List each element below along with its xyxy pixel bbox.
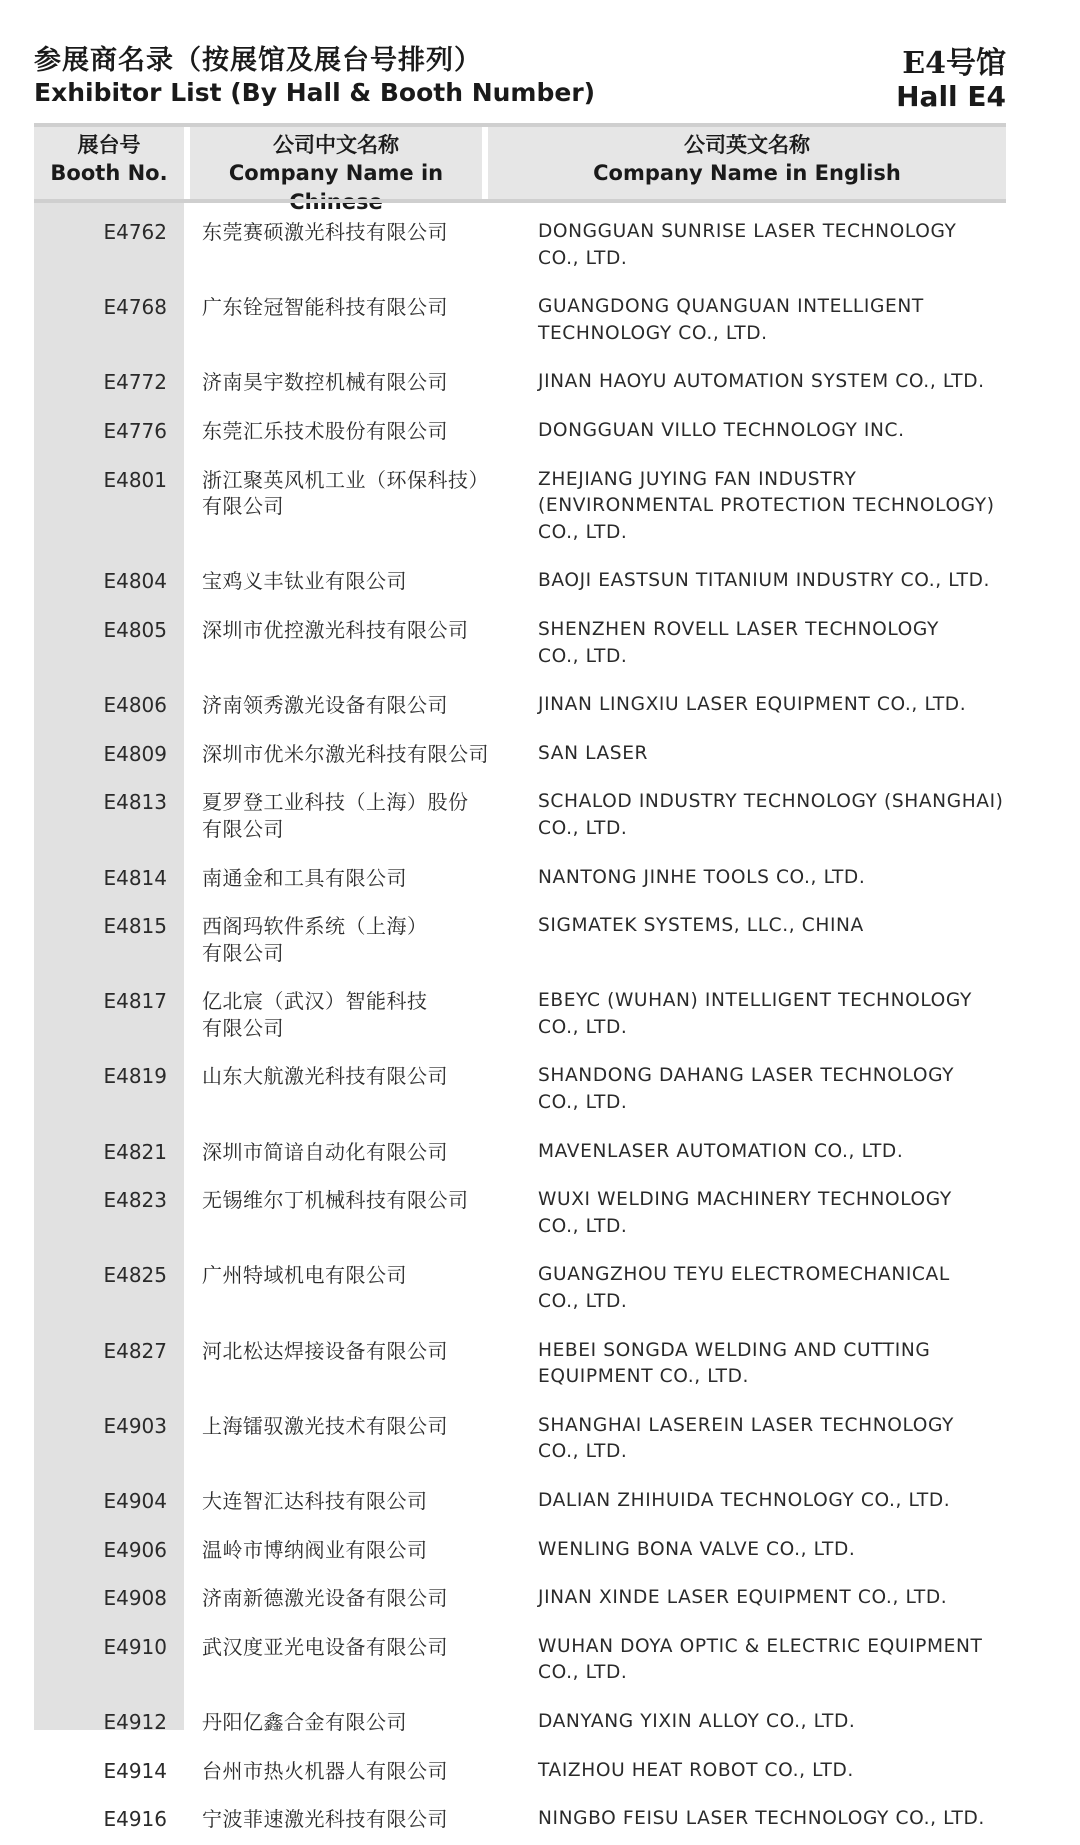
table-row bbox=[34, 1527, 1006, 1576]
company-name-english: JINAN XINDE LASER EQUIPMENT CO., LTD. bbox=[538, 1587, 948, 1609]
table-row bbox=[34, 558, 1006, 607]
page-title-english: Exhibitor List (By Hall & Booth Number) bbox=[34, 78, 596, 107]
company-name-english: MAVENLASER AUTOMATION CO., LTD. bbox=[538, 1140, 904, 1162]
table-row bbox=[34, 1252, 1006, 1327]
company-name-chinese: 济南昊宇数控机械有限公司 bbox=[202, 370, 448, 395]
table-row bbox=[34, 682, 1006, 731]
company-name-chinese: 济南新德激光设备有限公司 bbox=[202, 1586, 448, 1611]
table-body bbox=[34, 209, 1006, 1845]
company-name-english: DANYANG YIXIN ALLOY CO., LTD. bbox=[538, 1710, 856, 1732]
table-row bbox=[34, 457, 1006, 559]
page-header bbox=[34, 36, 1006, 116]
company-name-english: SAN LASER bbox=[538, 742, 649, 764]
booth-number: E4906 bbox=[103, 1537, 167, 1562]
company-name-english: TAIZHOU HEAT ROBOT CO., LTD. bbox=[538, 1759, 854, 1781]
table-row bbox=[34, 855, 1006, 904]
company-name-chinese: 深圳市简谙自动化有限公司 bbox=[202, 1139, 448, 1164]
company-name-chinese: 浙江聚英风机工业（环保科技） 有限公司 bbox=[202, 467, 489, 519]
company-name-english: NANTONG JINHE TOOLS CO., LTD. bbox=[538, 866, 866, 888]
company-name-english: SHENZHEN ROVELL LASER TECHNOLOGY CO., LTD. bbox=[538, 618, 939, 667]
column-header-label-cn: 公司中文名称 bbox=[273, 132, 399, 157]
company-name-chinese: 深圳市优控激光科技有限公司 bbox=[202, 617, 469, 642]
company-name-english: WENLING BONA VALVE CO., LTD. bbox=[538, 1538, 856, 1560]
booth-number: E4772 bbox=[103, 370, 167, 395]
company-name-english: NINGBO FEISU LASER TECHNOLOGY CO., LTD. bbox=[538, 1808, 985, 1830]
booth-number: E4916 bbox=[103, 1807, 167, 1832]
company-name-chinese: 武汉度亚光电设备有限公司 bbox=[202, 1634, 448, 1659]
company-name-chinese: 台州市热火机器人有限公司 bbox=[202, 1758, 448, 1783]
company-name-english: EBEYC (WUHAN) INTELLIGENT TECHNOLOGY CO., LTD. bbox=[538, 990, 972, 1038]
table-row bbox=[34, 1796, 1006, 1845]
company-name-chinese: 广东铨冠智能科技有限公司 bbox=[202, 295, 448, 320]
company-name-chinese: 亿北宸（武汉）智能科技 有限公司 bbox=[202, 989, 428, 1040]
hall-label-english: Hall E4 bbox=[896, 80, 1006, 113]
company-name-english: SHANGHAI LASEREIN LASER TECHNOLOGY CO., LTD. bbox=[538, 1414, 955, 1463]
company-name-chinese: 夏罗登工业科技（上海）股份 有限公司 bbox=[202, 790, 469, 841]
company-name-english: BAOJI EASTSUN TITANIUM INDUSTRY CO., LTD. bbox=[538, 570, 991, 592]
booth-number: E4827 bbox=[103, 1338, 167, 1363]
company-name-chinese: 西阁玛软件系统（上海） 有限公司 bbox=[202, 914, 428, 965]
booth-number: E4819 bbox=[103, 1064, 167, 1089]
company-name-english: SCHALOD INDUSTRY TECHNOLOGY (SHANGHAI) CO., LTD. bbox=[538, 791, 1004, 839]
table-row bbox=[34, 1177, 1006, 1252]
company-name-chinese: 上海镭驭激光技术有限公司 bbox=[202, 1413, 448, 1438]
company-name-english: GUANGZHOU TEYU ELECTROMECHANICAL CO., LTD. bbox=[538, 1264, 950, 1313]
company-name-english: WUHAN DOYA OPTIC & ELECTRIC EQUIPMENT CO., LTD. bbox=[538, 1635, 983, 1684]
table-row bbox=[34, 779, 1006, 854]
booth-number: E4801 bbox=[103, 467, 167, 492]
company-name-english: HEBEI SONGDA WELDING AND CUTTING EQUIPMENT CO., LTD. bbox=[538, 1339, 931, 1388]
booth-number: E4912 bbox=[103, 1709, 167, 1734]
column-header-label-en: Booth No. bbox=[50, 161, 168, 186]
company-name-chinese: 温岭市博纳阀业有限公司 bbox=[202, 1537, 428, 1562]
booth-number: E4903 bbox=[103, 1413, 167, 1438]
booth-number: E4910 bbox=[103, 1634, 167, 1659]
company-name-english: JINAN HAOYU AUTOMATION SYSTEM CO., LTD. bbox=[538, 371, 985, 393]
table-row bbox=[34, 1129, 1006, 1178]
column-header-label-en: Company Name in English bbox=[593, 161, 901, 186]
booth-number: E4821 bbox=[103, 1139, 167, 1164]
booth-number: E4768 bbox=[103, 295, 167, 320]
company-name-chinese: 大连智汇达科技有限公司 bbox=[202, 1489, 428, 1514]
column-header-english-name bbox=[488, 127, 1006, 199]
table-row bbox=[34, 408, 1006, 457]
company-name-chinese: 山东大航激光科技有限公司 bbox=[202, 1064, 448, 1089]
company-name-chinese: 东莞汇乐技术股份有限公司 bbox=[202, 418, 448, 443]
table-row bbox=[34, 1699, 1006, 1748]
company-name-english: ZHEJIANG JUYING FAN INDUSTRY (ENVIRONMENTAL PROTECTION TECHNOLOGY) CO., LTD. bbox=[538, 468, 995, 543]
company-name-chinese: 宁波菲速激光科技有限公司 bbox=[202, 1807, 448, 1832]
table-row bbox=[34, 903, 1006, 978]
table-row bbox=[34, 1478, 1006, 1527]
column-header-booth bbox=[34, 127, 184, 199]
table-row bbox=[34, 607, 1006, 682]
booth-number: E4813 bbox=[103, 790, 167, 815]
booth-number: E4908 bbox=[103, 1586, 167, 1611]
company-name-english: DALIAN ZHIHUIDA TECHNOLOGY CO., LTD. bbox=[538, 1490, 951, 1512]
company-name-english: DONGGUAN VILLO TECHNOLOGY INC. bbox=[538, 419, 905, 441]
booth-number: E4825 bbox=[103, 1263, 167, 1288]
table-row bbox=[34, 978, 1006, 1053]
column-header-chinese-name bbox=[190, 127, 482, 199]
booth-number: E4904 bbox=[103, 1489, 167, 1514]
booth-number: E4806 bbox=[103, 693, 167, 718]
company-name-chinese: 东莞赛硕激光科技有限公司 bbox=[202, 220, 448, 244]
company-name-english: DONGGUAN SUNRISE LASER TECHNOLOGY CO., LTD. bbox=[538, 221, 957, 269]
page-title-chinese: 参展商名录（按展馆及展台号排列） bbox=[34, 45, 482, 76]
company-name-chinese: 济南领秀激光设备有限公司 bbox=[202, 693, 448, 718]
table-row bbox=[34, 1624, 1006, 1699]
table-row bbox=[34, 731, 1006, 780]
company-name-chinese: 南通金和工具有限公司 bbox=[202, 865, 407, 890]
table-row bbox=[34, 1748, 1006, 1797]
booth-number: E4804 bbox=[103, 569, 167, 594]
company-name-english: WUXI WELDING MACHINERY TECHNOLOGY CO., LTD. bbox=[538, 1189, 952, 1237]
booth-number: E4823 bbox=[103, 1188, 167, 1213]
company-name-chinese: 深圳市优米尔激光科技有限公司 bbox=[202, 741, 489, 766]
exhibitor-table bbox=[34, 123, 1006, 1832]
company-name-chinese: 无锡维尔丁机械科技有限公司 bbox=[202, 1188, 469, 1213]
company-name-english: JINAN LINGXIU LASER EQUIPMENT CO., LTD. bbox=[538, 694, 967, 716]
booth-number: E4809 bbox=[103, 741, 167, 766]
booth-number: E4914 bbox=[103, 1758, 167, 1783]
table-row bbox=[34, 1403, 1006, 1478]
company-name-english: GUANGDONG QUANGUAN INTELLIGENT TECHNOLOGY CO., LTD. bbox=[538, 296, 924, 344]
booth-number: E4817 bbox=[103, 989, 167, 1014]
company-name-chinese: 河北松达焊接设备有限公司 bbox=[202, 1338, 448, 1363]
booth-number: E4815 bbox=[103, 914, 167, 939]
table-header bbox=[34, 127, 1006, 199]
table-row bbox=[34, 359, 1006, 408]
hall-label-chinese: E4号馆 bbox=[902, 46, 1006, 81]
booth-number: E4776 bbox=[103, 418, 167, 443]
booth-number: E4814 bbox=[103, 865, 167, 890]
company-name-chinese: 广州特域机电有限公司 bbox=[202, 1263, 407, 1288]
booth-number: E4805 bbox=[103, 617, 167, 642]
column-header-label-cn: 展台号 bbox=[77, 132, 141, 157]
table-row bbox=[34, 1328, 1006, 1403]
column-header-label-cn: 公司英文名称 bbox=[684, 132, 810, 157]
table-row bbox=[34, 1053, 1006, 1128]
company-name-chinese: 丹阳亿鑫合金有限公司 bbox=[202, 1709, 407, 1734]
booth-number: E4762 bbox=[103, 220, 167, 244]
table-row bbox=[34, 1575, 1006, 1624]
column-header-label-en: Company Name in bbox=[228, 161, 444, 186]
table-row bbox=[34, 284, 1006, 359]
company-name-english: SIGMATEK SYSTEMS, LLC., CHINA bbox=[538, 915, 864, 937]
table-row bbox=[34, 209, 1006, 284]
company-name-chinese: 宝鸡义丰钛业有限公司 bbox=[202, 569, 407, 594]
company-name-english: SHANDONG DAHANG LASER TECHNOLOGY CO., LTD. bbox=[538, 1065, 955, 1114]
